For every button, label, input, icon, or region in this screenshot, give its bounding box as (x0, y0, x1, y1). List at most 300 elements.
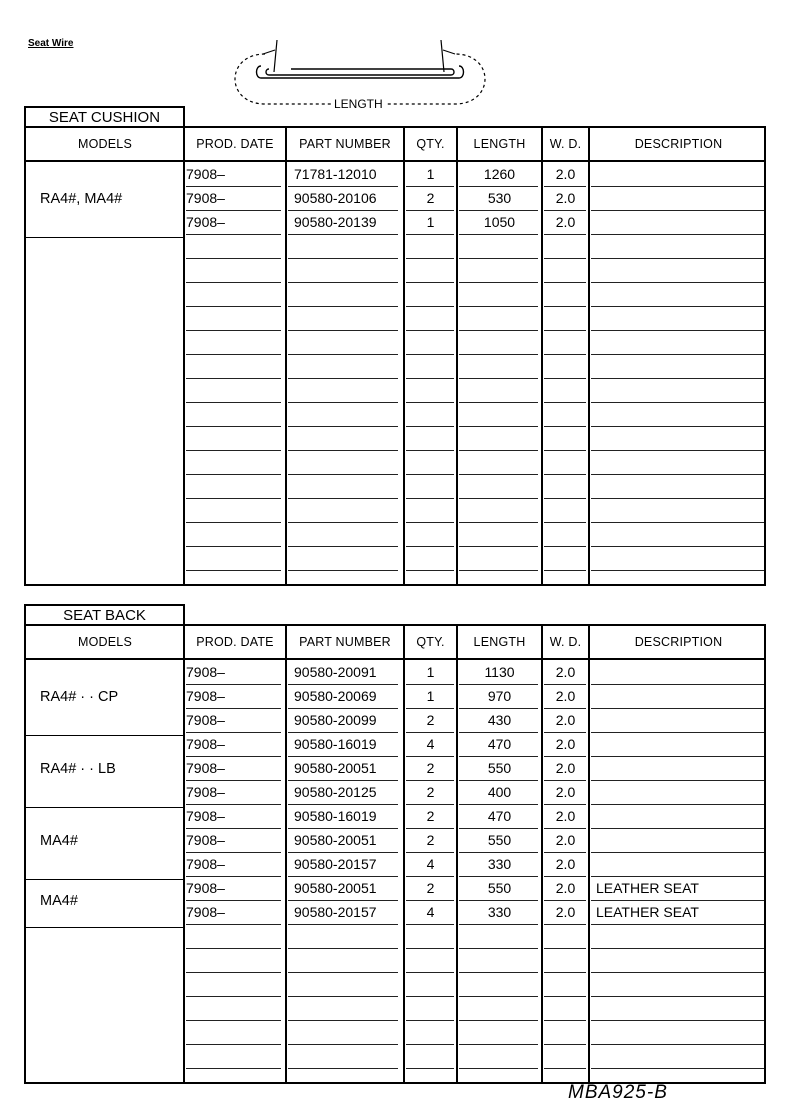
empty-row-rule (591, 450, 764, 451)
col-prod-date-cell: 7908– (186, 832, 225, 848)
col-prod-date-cell: 7908– (186, 736, 225, 752)
col-prod-date-cell: 7908– (186, 688, 225, 704)
empty-row-rule (406, 450, 454, 451)
empty-row-rule (591, 996, 764, 997)
col-length-cell: 430 (487, 712, 512, 728)
empty-row-rule (186, 258, 281, 259)
empty-row-rule (544, 450, 586, 451)
empty-row-rule (591, 402, 764, 403)
col-qty-cell: 4 (426, 856, 435, 872)
model-name: RA4# · · CP (40, 689, 119, 705)
row-rule (459, 876, 538, 877)
table-row (26, 830, 764, 854)
table-row (26, 782, 764, 806)
empty-row-rule (591, 498, 764, 499)
col-prod-date-cell: 7908– (186, 904, 225, 920)
empty-row-rule (591, 1068, 764, 1069)
col-qty-cell: 4 (426, 904, 435, 920)
row-rule (591, 210, 764, 211)
col-qty-header: QTY. (416, 137, 445, 151)
table-row (26, 212, 764, 236)
empty-row-rule (544, 948, 586, 949)
empty-row-rule (288, 330, 398, 331)
empty-row-rule (406, 474, 454, 475)
empty-row-rule (406, 354, 454, 355)
empty-row-rule (288, 258, 398, 259)
empty-row-rule (544, 330, 586, 331)
empty-row-rule (459, 258, 538, 259)
model-group-divider (26, 927, 184, 928)
empty-row-rule (406, 1068, 454, 1069)
row-rule (186, 210, 281, 211)
empty-row-rule (406, 378, 454, 379)
col-part-number-cell: 90580-20139 (294, 214, 377, 230)
col-prod-date-cell: 7908– (186, 760, 225, 776)
empty-row-rule (406, 498, 454, 499)
empty-row-rule (544, 354, 586, 355)
empty-row-rule (591, 1020, 764, 1021)
empty-row-rule (459, 1044, 538, 1045)
empty-row-rule (288, 948, 398, 949)
table-row (26, 686, 764, 710)
empty-row-rule (459, 948, 538, 949)
row-rule (459, 804, 538, 805)
empty-row-rule (186, 522, 281, 523)
empty-row-rule (406, 282, 454, 283)
col-part-number-cell: 90580-20125 (294, 784, 377, 800)
row-rule (186, 732, 281, 733)
row-rule (459, 756, 538, 757)
empty-row-rule (186, 948, 281, 949)
col-prod-date-cell: 7908– (186, 856, 225, 872)
empty-row-rule (186, 1044, 281, 1045)
empty-row-rule (406, 426, 454, 427)
row-rule (544, 708, 586, 709)
empty-row-rule (406, 258, 454, 259)
empty-row-rule (591, 948, 764, 949)
empty-row-rule (288, 546, 398, 547)
table-row (26, 758, 764, 782)
row-rule (544, 924, 586, 925)
col-description-header: DESCRIPTION (634, 137, 723, 151)
table-row (26, 902, 764, 926)
col-prod-date-header: PROD. DATE (196, 137, 274, 151)
col-length-header: LENGTH (473, 137, 526, 151)
row-rule (406, 732, 454, 733)
empty-row-rule (406, 402, 454, 403)
empty-row-rule (459, 402, 538, 403)
col-length-cell: 1260 (483, 166, 516, 182)
col-prod-date-cell: 7908– (186, 664, 225, 680)
row-rule (591, 186, 764, 187)
empty-row-rule (186, 570, 281, 571)
col-length-cell: 470 (487, 736, 512, 752)
row-rule (591, 708, 764, 709)
empty-row-rule (288, 498, 398, 499)
empty-row-rule (186, 354, 281, 355)
col-qty-cell: 2 (426, 880, 435, 896)
empty-row-rule (459, 378, 538, 379)
table-row (26, 188, 764, 212)
empty-row-rule (186, 306, 281, 307)
col-wd-cell: 2.0 (555, 712, 576, 728)
empty-row-rule (288, 354, 398, 355)
row-rule (591, 876, 764, 877)
col-qty-cell: 2 (426, 712, 435, 728)
empty-row-rule (406, 972, 454, 973)
col-wd-cell: 2.0 (555, 808, 576, 824)
row-rule (544, 684, 586, 685)
row-rule (544, 804, 586, 805)
row-rule (591, 804, 764, 805)
header-divider (26, 658, 764, 660)
empty-row-rule (459, 570, 538, 571)
empty-row-rule (591, 474, 764, 475)
empty-row-rule (459, 522, 538, 523)
empty-row-rule (186, 1020, 281, 1021)
row-rule (186, 900, 281, 901)
col-part-number-header: PART NUMBER (299, 635, 391, 649)
col-length-header: LENGTH (473, 635, 526, 649)
col-part-number-cell: 90580-16019 (294, 736, 377, 752)
col-part-number-cell: 90580-16019 (294, 808, 377, 824)
empty-row-rule (591, 972, 764, 973)
empty-row-rule (544, 522, 586, 523)
model-name: RA4# · · LB (40, 761, 116, 777)
row-rule (406, 852, 454, 853)
col-length-cell: 330 (487, 904, 512, 920)
row-rule (459, 924, 538, 925)
row-rule (186, 186, 281, 187)
header-divider (26, 160, 764, 162)
empty-row-rule (591, 570, 764, 571)
empty-row-rule (544, 1044, 586, 1045)
row-rule (459, 732, 538, 733)
empty-row-rule (544, 306, 586, 307)
seat-back-label: SEAT BACK (24, 604, 185, 626)
col-length-cell: 470 (487, 808, 512, 824)
empty-row-rule (288, 378, 398, 379)
col-length-cell: 330 (487, 856, 512, 872)
empty-row-rule (591, 1044, 764, 1045)
table-row (26, 662, 764, 686)
empty-row-rule (544, 402, 586, 403)
empty-row-rule (288, 522, 398, 523)
table-row (26, 734, 764, 758)
row-rule (406, 780, 454, 781)
empty-row-rule (186, 402, 281, 403)
col-part-number-cell: 71781-12010 (294, 166, 377, 182)
empty-row-rule (591, 546, 764, 547)
row-rule (591, 780, 764, 781)
empty-row-rule (544, 282, 586, 283)
empty-row-rule (288, 1068, 398, 1069)
row-rule (186, 828, 281, 829)
empty-row-rule (406, 948, 454, 949)
col-prod-date-cell: 7908– (186, 880, 225, 896)
col-length-cell: 1130 (484, 664, 515, 680)
empty-row-rule (288, 450, 398, 451)
col-part-number-cell: 90580-20157 (294, 856, 377, 872)
col-qty-cell: 2 (426, 808, 435, 824)
table-row (26, 878, 764, 902)
row-rule (406, 900, 454, 901)
empty-row-rule (288, 972, 398, 973)
empty-row-rule (288, 474, 398, 475)
empty-row-rule (186, 450, 281, 451)
empty-row-rule (288, 402, 398, 403)
col-prod-date-cell: 7908– (186, 166, 225, 182)
empty-row-rule (459, 330, 538, 331)
row-rule (406, 210, 454, 211)
col-wd-cell: 2.0 (555, 904, 576, 920)
row-rule (186, 876, 281, 877)
row-rule (459, 684, 538, 685)
empty-row-rule (544, 1020, 586, 1021)
empty-row-rule (459, 996, 538, 997)
row-rule (591, 900, 764, 901)
col-wd-cell: 2.0 (555, 190, 576, 206)
empty-row-rule (459, 1020, 538, 1021)
empty-row-rule (591, 378, 764, 379)
row-rule (186, 804, 281, 805)
col-wd-cell: 2.0 (555, 166, 576, 182)
row-rule (406, 708, 454, 709)
empty-row-rule (406, 522, 454, 523)
col-length-cell: 550 (487, 760, 512, 776)
row-rule (544, 780, 586, 781)
row-rule (591, 852, 764, 853)
empty-row-rule (406, 306, 454, 307)
empty-row-rule (186, 330, 281, 331)
empty-row-rule (186, 546, 281, 547)
col-wd-header: W. D. (549, 137, 582, 151)
empty-row-rule (459, 474, 538, 475)
row-rule (459, 828, 538, 829)
empty-row-rule (591, 258, 764, 259)
empty-row-rule (544, 426, 586, 427)
seat-cushion-label: SEAT CUSHION (24, 106, 185, 128)
row-rule (288, 900, 398, 901)
row-rule (459, 900, 538, 901)
empty-row-rule (186, 426, 281, 427)
empty-row-rule (591, 354, 764, 355)
row-rule (591, 732, 764, 733)
col-part-number-cell: 90580-20091 (294, 664, 377, 680)
model-name: MA4# (40, 833, 78, 849)
row-rule (544, 876, 586, 877)
row-rule (544, 234, 586, 235)
col-prod-date-cell: 7908– (186, 214, 225, 230)
col-wd-cell: 2.0 (555, 880, 576, 896)
col-part-number-cell: 90580-20051 (294, 880, 377, 896)
row-rule (591, 828, 764, 829)
row-rule (186, 780, 281, 781)
row-rule (186, 756, 281, 757)
row-rule (288, 876, 398, 877)
col-length-cell: 550 (487, 832, 512, 848)
col-part-number-cell: 90580-20106 (294, 190, 377, 206)
row-rule (288, 756, 398, 757)
empty-row-rule (186, 972, 281, 973)
table-row (26, 854, 764, 878)
col-part-number-cell: 90580-20069 (294, 688, 377, 704)
empty-row-rule (544, 258, 586, 259)
empty-row-rule (459, 354, 538, 355)
empty-row-rule (288, 1020, 398, 1021)
empty-row-rule (406, 996, 454, 997)
empty-row-rule (544, 474, 586, 475)
col-description-cell: LEATHER SEAT (596, 904, 699, 920)
length-label: LENGTH (334, 97, 383, 111)
empty-row-rule (544, 378, 586, 379)
row-rule (288, 804, 398, 805)
row-rule (406, 828, 454, 829)
col-qty-cell: 1 (426, 214, 435, 230)
empty-row-rule (459, 450, 538, 451)
col-prod-date-cell: 7908– (186, 190, 225, 206)
col-qty-cell: 1 (426, 688, 435, 704)
empty-row-rule (186, 474, 281, 475)
row-rule (544, 732, 586, 733)
row-rule (544, 210, 586, 211)
empty-row-rule (544, 972, 586, 973)
row-rule (406, 756, 454, 757)
empty-row-rule (186, 282, 281, 283)
row-rule (591, 684, 764, 685)
row-rule (288, 234, 398, 235)
page-heading: Seat Wire (28, 38, 74, 49)
row-rule (186, 234, 281, 235)
col-length-cell: 400 (487, 784, 512, 800)
empty-row-rule (186, 996, 281, 997)
row-rule (288, 852, 398, 853)
empty-row-rule (459, 972, 538, 973)
row-rule (459, 708, 538, 709)
empty-row-rule (406, 1020, 454, 1021)
empty-row-rule (459, 282, 538, 283)
empty-row-rule (544, 996, 586, 997)
col-wd-cell: 2.0 (555, 784, 576, 800)
row-rule (544, 900, 586, 901)
col-wd-cell: 2.0 (555, 856, 576, 872)
col-description-header: DESCRIPTION (634, 635, 723, 649)
row-rule (406, 234, 454, 235)
empty-row-rule (186, 1068, 281, 1069)
col-prod-date-header: PROD. DATE (196, 635, 274, 649)
empty-row-rule (288, 1044, 398, 1045)
col-models-header: MODELS (78, 137, 132, 151)
col-qty-cell: 2 (426, 760, 435, 776)
col-qty-cell: 1 (426, 166, 435, 182)
row-rule (459, 780, 538, 781)
empty-row-rule (591, 330, 764, 331)
col-wd-header: W. D. (549, 635, 582, 649)
col-part-number-cell: 90580-20157 (294, 904, 377, 920)
empty-row-rule (406, 546, 454, 547)
row-rule (544, 852, 586, 853)
row-rule (544, 756, 586, 757)
empty-row-rule (544, 498, 586, 499)
col-qty-cell: 2 (426, 832, 435, 848)
col-part-number-header: PART NUMBER (299, 137, 391, 151)
col-length-cell: 970 (487, 688, 512, 704)
row-rule (186, 852, 281, 853)
col-wd-cell: 2.0 (555, 736, 576, 752)
row-rule (288, 186, 398, 187)
document-code: MBA925-B (568, 1082, 668, 1103)
row-rule (288, 780, 398, 781)
seat-back-table (24, 624, 766, 1084)
col-length-cell: 1050 (483, 214, 516, 230)
col-qty-cell: 1 (426, 664, 435, 680)
model-group-divider (26, 237, 184, 238)
col-length-cell: 550 (487, 880, 512, 896)
empty-row-rule (544, 1068, 586, 1069)
empty-row-rule (186, 378, 281, 379)
empty-row-rule (544, 570, 586, 571)
row-rule (591, 756, 764, 757)
col-qty-cell: 4 (426, 736, 435, 752)
col-prod-date-cell: 7908– (186, 712, 225, 728)
empty-row-rule (186, 498, 281, 499)
empty-row-rule (591, 306, 764, 307)
col-wd-cell: 2.0 (555, 832, 576, 848)
empty-row-rule (459, 426, 538, 427)
empty-row-rule (459, 1068, 538, 1069)
col-qty-header: QTY. (416, 635, 445, 649)
row-rule (459, 852, 538, 853)
empty-row-rule (591, 522, 764, 523)
model-name: MA4# (40, 893, 78, 909)
row-rule (459, 186, 538, 187)
table-row (26, 806, 764, 830)
col-wd-cell: 2.0 (555, 214, 576, 230)
row-rule (288, 732, 398, 733)
col-description-cell: LEATHER SEAT (596, 880, 699, 896)
row-rule (406, 924, 454, 925)
empty-row-rule (406, 570, 454, 571)
empty-row-rule (288, 996, 398, 997)
col-wd-cell: 2.0 (555, 688, 576, 704)
table-row (26, 164, 764, 188)
row-rule (459, 234, 538, 235)
empty-row-rule (459, 498, 538, 499)
col-prod-date-cell: 7908– (186, 784, 225, 800)
empty-row-rule (288, 306, 398, 307)
col-length-cell: 530 (487, 190, 512, 206)
empty-row-rule (288, 426, 398, 427)
col-prod-date-cell: 7908– (186, 808, 225, 824)
empty-row-rule (288, 282, 398, 283)
model-name: RA4#, MA4# (40, 191, 123, 207)
row-rule (186, 684, 281, 685)
row-rule (288, 210, 398, 211)
table-row (26, 710, 764, 734)
empty-row-rule (459, 306, 538, 307)
row-rule (406, 684, 454, 685)
col-qty-cell: 2 (426, 784, 435, 800)
col-part-number-cell: 90580-20051 (294, 832, 377, 848)
row-rule (288, 828, 398, 829)
row-rule (406, 186, 454, 187)
row-rule (406, 876, 454, 877)
row-rule (459, 210, 538, 211)
col-part-number-cell: 90580-20051 (294, 760, 377, 776)
empty-row-rule (591, 426, 764, 427)
row-rule (288, 684, 398, 685)
row-rule (591, 234, 764, 235)
